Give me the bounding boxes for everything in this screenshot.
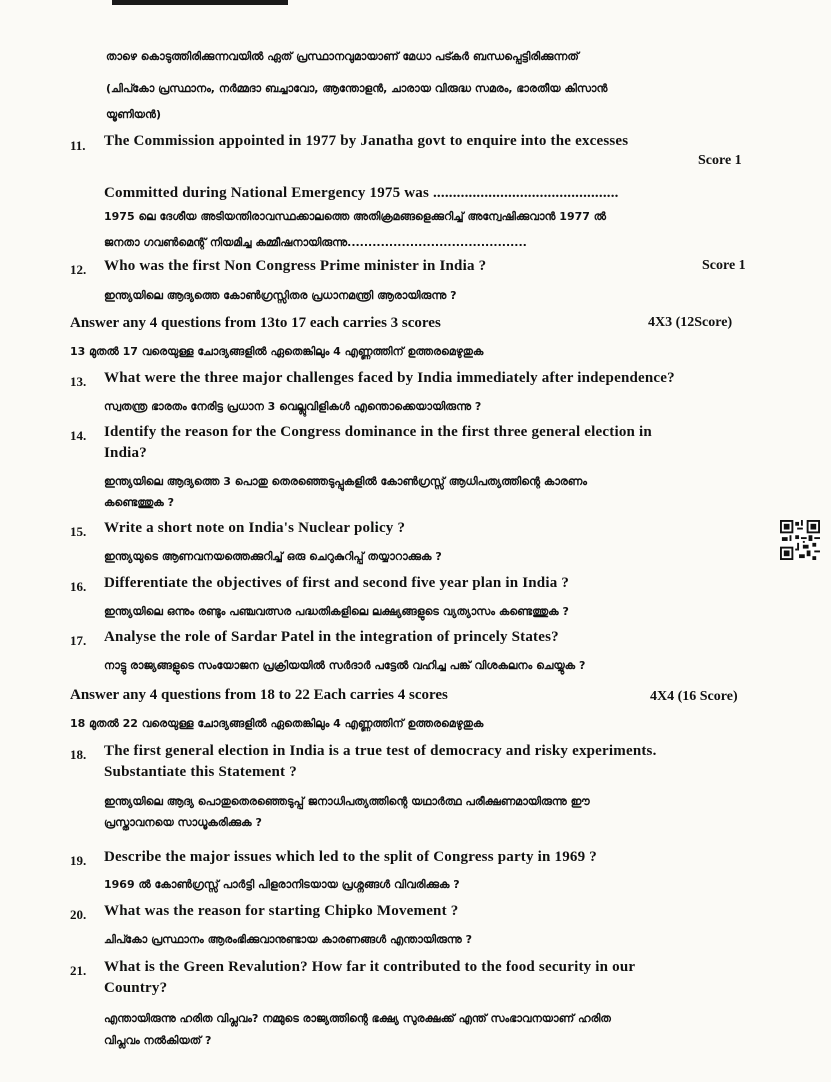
q14-ml-line-1: ഇന്ത്യയിലെ ആദ്യത്തെ 3 പൊതു തെരഞ്ഞെടുപ്പുകളിൽ കോൺഗ്രസ്സ് ആധിപത്യത്തിന്റെ കാരണം bbox=[104, 475, 587, 488]
intro-ml-line-1: താഴെ കൊടുത്തിരിക്കുന്നവയിൽ ഏത് പ്രസ്ഥാനവുമായാണ് മേധാ പട്കർ ബന്ധപ്പെട്ടിരിക്കുന്നത് bbox=[106, 50, 579, 63]
q18-ml-line-1: ഇന്ത്യയിലെ ആദ്യ പൊതുതെരഞ്ഞെടുപ്പ് ജനാധിപത്യത്തിന്റെ യഥാർത്ഥ പരീക്ഷണമായിരുന്നു ഈ bbox=[104, 795, 590, 808]
section-1-ml: 13 മുതൽ 17 വരെയുള്ള ചോദ്യങ്ങളിൽ ഏതെങ്കിലും 4 എണ്ണത്തിന് ഉത്തരമെഴുതുക bbox=[70, 345, 484, 358]
question-number: 21. bbox=[70, 963, 87, 978]
question-number: 13. bbox=[70, 374, 87, 389]
q11-score: Score 1 bbox=[698, 153, 742, 168]
q14-ml-line-2: കണ്ടെത്തുക ? bbox=[104, 496, 175, 509]
q11-ml-line-2: ജനതാ ഗവൺമെന്റ് നിയമിച്ച കമ്മീഷനായിരുന്നു........................................... bbox=[104, 236, 527, 249]
intro-ml-line-3: യൂണിയൻ) bbox=[106, 108, 161, 121]
question-number: 18. bbox=[70, 747, 87, 762]
q19-ml: 1969 ൽ കോൺഗ്രസ്സ് പാർട്ടി പിളരാനിടയായ പ്രശ്നങ്ങൾ വിവരിക്കുക ? bbox=[104, 878, 460, 891]
section-1-score: 4X3 (12Score) bbox=[648, 315, 733, 330]
q17-text: Analyse the role of Sardar Patel in the integration of princely States? bbox=[104, 629, 559, 645]
section-2-score: 4X4 (16 Score) bbox=[650, 689, 738, 704]
q16-ml: ഇന്ത്യയിലെ ഒന്നും രണ്ടും പഞ്ചവത്സര പദ്ധതികളിലെ ലക്ഷ്യങ്ങളുടെ വ്യത്യാസം കണ്ടെത്തുക ? bbox=[104, 605, 569, 618]
q14-text-line-1: Identify the reason for the Congress dominance in the first three general election in bbox=[104, 424, 652, 440]
question-number: 20. bbox=[70, 907, 87, 922]
q20-text: What was the reason for starting Chipko Movement ? bbox=[104, 903, 459, 919]
question-number: 11. bbox=[70, 138, 86, 153]
q21-text-line-2: Country? bbox=[104, 980, 168, 996]
section-1-heading: Answer any 4 questions from 13to 17 each carries 3 scores bbox=[70, 315, 441, 331]
q18-ml-line-2: പ്രസ്താവനയെ സാധൂകരിക്കുക ? bbox=[104, 816, 262, 829]
q12-text: Who was the first Non Congress Prime minister in India ? bbox=[104, 258, 487, 274]
question-number: 12. bbox=[70, 262, 87, 277]
q21-ml-line-1: എന്തായിരുന്നു ഹരിത വിപ്ലവം? നമ്മുടെ രാജ്യത്തിന്റെ ഭക്ഷ്യ സുരക്ഷക്ക് എന്ത് സംഭാവനയാണ് ഹരിത bbox=[104, 1012, 611, 1025]
q15-ml: ഇന്ത്യയുടെ ആണവനയത്തെക്കുറിച്ച് ഒരു ചെറുകുറിപ്പ് തയ്യാറാക്കുക ? bbox=[104, 550, 442, 563]
section-2-heading: Answer any 4 questions from 18 to 22 Each carries 4 scores bbox=[70, 687, 448, 703]
q12-score: Score 1 bbox=[702, 258, 746, 273]
question-number: 15. bbox=[70, 524, 87, 539]
q12-ml: ഇന്ത്യയിലെ ആദ്യത്തെ കോൺഗ്രസ്സിതര പ്രധാനമന്ത്രി ആരായിരുന്നു ? bbox=[104, 289, 457, 302]
intro-ml-line-2: (ചിപ്കോ പ്രസ്ഥാനം, നർമ്മദാ ബച്ചാവോ, ആന്തോളൻ, ചാരായ വിരുദ്ധ സമരം, ഭാരതീയ കിസാൻ bbox=[106, 82, 608, 95]
question-number: 14. bbox=[70, 428, 87, 443]
section-2-ml: 18 മുതൽ 22 വരെയുള്ള ചോദ്യങ്ങളിൽ ഏതെങ്കിലും 4 എണ്ണത്തിന് ഉത്തരമെഴുതുക bbox=[70, 717, 484, 730]
q13-ml: സ്വതന്ത്ര ഭാരതം നേരിട്ട പ്രധാന 3 വെല്ലുവിളികൾ എന്തൊക്കെയായിരുന്നു ? bbox=[104, 400, 482, 413]
top-edge-bar bbox=[112, 0, 288, 5]
q19-text: Describe the major issues which led to the split of Congress party in 1969 ? bbox=[104, 849, 597, 865]
question-number: 19. bbox=[70, 853, 87, 868]
q21-ml-line-2: വിപ്ലവം നൽകിയത് ? bbox=[104, 1034, 212, 1047]
q11-ml-line-1: 1975 ലെ ദേശീയ അടിയന്തിരാവസ്ഥക്കാലത്തെ അതിക്രമങ്ങളെക്കുറിച്ച് അന്വേഷിക്കുവാൻ 1977 ൽ bbox=[104, 210, 606, 223]
q17-ml: നാട്ടു രാജ്യങ്ങളുടെ സംയോജന പ്രക്രിയയിൽ സർദാർ പട്ടേൽ വഹിച്ച പങ്ക് വിശകലനം ചെയ്യുക ? bbox=[104, 659, 586, 672]
q13-text: What were the three major challenges faced by India immediately after independence? bbox=[104, 370, 675, 386]
q11-text-line-2: Committed during National Emergency 1975 was ............................................... bbox=[104, 185, 619, 201]
qr-code-icon bbox=[780, 520, 820, 560]
question-number: 16. bbox=[70, 579, 87, 594]
q21-text-line-1: What is the Green Revalution? How far it contributed to the food security in our bbox=[104, 959, 636, 975]
q18-text-line-2: Substantiate this Statement ? bbox=[104, 764, 297, 780]
q20-ml: ചിപ്കോ പ്രസ്ഥാനം ആരംഭിക്കുവാനുണ്ടായ കാരണങ്ങൾ എന്തായിരുന്നു ? bbox=[104, 933, 472, 946]
question-number: 17. bbox=[70, 633, 87, 648]
q18-text-line-1: The first general election in India is a true test of democracy and risky experiments. bbox=[104, 743, 657, 759]
q14-text-line-2: India? bbox=[104, 445, 147, 461]
q15-text: Write a short note on India's Nuclear policy ? bbox=[104, 520, 406, 536]
q16-text: Differentiate the objectives of first and second five year plan in India ? bbox=[104, 575, 570, 591]
q11-text-line-1: The Commission appointed in 1977 by Janatha govt to enquire into the excesses bbox=[104, 133, 629, 149]
